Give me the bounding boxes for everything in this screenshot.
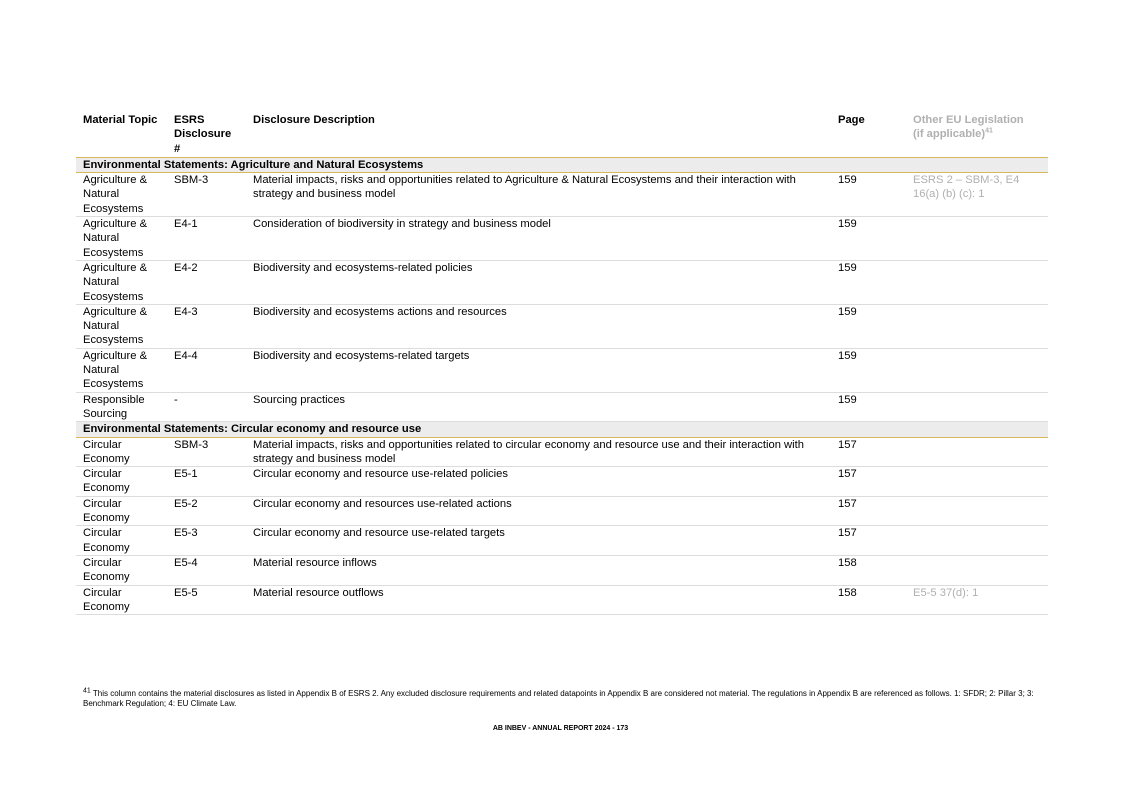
cell-esrs-code: E5-5: [167, 585, 246, 615]
cell-other-legislation: [906, 304, 1048, 348]
section-header-row: [76, 422, 1048, 437]
table-row: [76, 392, 1048, 422]
section-header-row: [76, 157, 1048, 172]
header-esrs-disclosure: ESRS Disclosure #: [167, 112, 246, 157]
cell-other-legislation: [906, 260, 1048, 304]
cell-description: Circular economy and resource use-related policies: [246, 467, 831, 497]
cell-esrs-code: E4-4: [167, 348, 246, 392]
cell-other-legislation: [906, 526, 1048, 556]
cell-esrs-code: SBM-3: [167, 437, 246, 467]
cell-esrs-code: E4-2: [167, 260, 246, 304]
cell-page: 158: [831, 555, 906, 585]
cell-material-topic: Circular Economy: [76, 585, 167, 615]
cell-description: Circular economy and resources use-related actions: [246, 496, 831, 526]
table-row: [76, 467, 1048, 497]
cell-description: Sourcing practices: [246, 392, 831, 422]
cell-material-topic: Circular Economy: [76, 437, 167, 467]
cell-esrs-code: E5-4: [167, 555, 246, 585]
table-row: [76, 304, 1048, 348]
disclosure-table: [76, 112, 1048, 615]
cell-page: 159: [831, 304, 906, 348]
cell-page: 157: [831, 467, 906, 497]
cell-description: Material impacts, risks and opportunities related to Agriculture & Natural Ecosystems and their interaction with strategy and business model: [246, 173, 831, 217]
cell-material-topic: Circular Economy: [76, 467, 167, 497]
table-row: [76, 173, 1048, 217]
cell-material-topic: Circular Economy: [76, 555, 167, 585]
cell-page: 159: [831, 392, 906, 422]
table-row: [76, 496, 1048, 526]
cell-other-legislation: [906, 392, 1048, 422]
cell-esrs-code: E5-2: [167, 496, 246, 526]
cell-page: 159: [831, 173, 906, 217]
footnote-ref: 41: [985, 127, 993, 135]
cell-material-topic: Agriculture & Natural Ecosystems: [76, 348, 167, 392]
cell-other-legislation: E5-5 37(d): 1: [906, 585, 1048, 615]
cell-esrs-code: E4-3: [167, 304, 246, 348]
cell-description: Biodiversity and ecosystems-related policies: [246, 260, 831, 304]
cell-esrs-code: -: [167, 392, 246, 422]
cell-other-legislation: [906, 467, 1048, 497]
footnote: [83, 689, 1043, 709]
section-title: Environmental Statements: Agriculture and Natural Ecosystems: [76, 157, 1048, 172]
cell-material-topic: Agriculture & Natural Ecosystems: [76, 260, 167, 304]
table-row: [76, 555, 1048, 585]
cell-material-topic: Agriculture & Natural Ecosystems: [76, 217, 167, 261]
cell-other-legislation: [906, 217, 1048, 261]
table-row: [76, 585, 1048, 615]
cell-other-legislation: [906, 437, 1048, 467]
section-title: Environmental Statements: Circular economy and resource use: [76, 422, 1048, 437]
header-disclosure-description: Disclosure Description: [246, 112, 831, 157]
header-material-topic: Material Topic: [76, 112, 167, 157]
cell-other-legislation: [906, 496, 1048, 526]
footnote-number: 41: [83, 687, 91, 695]
cell-material-topic: Circular Economy: [76, 526, 167, 556]
footnote-text: This column contains the material disclosures as listed in Appendix B of ESRS 2. Any excluded disclosure requirements and related datapoints in Appendix B are considered not material. The regulations in Appendix B are referenced as follows. 1: SFDR; 2: Pillar 3; 3: Benchmark Regulation; 4: EU Climate Law.: [83, 689, 1034, 708]
cell-esrs-code: E5-1: [167, 467, 246, 497]
cell-page: 159: [831, 217, 906, 261]
table-body: [76, 157, 1048, 614]
cell-material-topic: Circular Economy: [76, 496, 167, 526]
page-footer: AB INBEV - ANNUAL REPORT 2024 - 173: [492, 725, 629, 732]
cell-description: Material resource outflows: [246, 585, 831, 615]
cell-page: 157: [831, 496, 906, 526]
cell-other-legislation: [906, 348, 1048, 392]
cell-esrs-code: E4-1: [167, 217, 246, 261]
cell-page: 157: [831, 437, 906, 467]
cell-esrs-code: E5-3: [167, 526, 246, 556]
cell-description: Circular economy and resource use-related targets: [246, 526, 831, 556]
cell-esrs-code: SBM-3: [167, 173, 246, 217]
table-row: [76, 437, 1048, 467]
table-row: [76, 348, 1048, 392]
header-other-eu-legislation: Other EU Legislation (if applicable)$^{41}$: [906, 112, 1048, 157]
cell-description: Material resource inflows: [246, 555, 831, 585]
cell-material-topic: Agriculture & Natural Ecosystems: [76, 304, 167, 348]
cell-page: 157: [831, 526, 906, 556]
cell-description: Biodiversity and ecosystems actions and resources: [246, 304, 831, 348]
table-row: [76, 260, 1048, 304]
cell-description: Material impacts, risks and opportunities related to circular economy and resource use and their interaction with strategy and business model: [246, 437, 831, 467]
cell-material-topic: Agriculture & Natural Ecosystems: [76, 173, 167, 217]
cell-other-legislation: [906, 555, 1048, 585]
table-row: [76, 217, 1048, 261]
table-header-row: [76, 112, 1048, 157]
table-row: [76, 526, 1048, 556]
cell-description: Consideration of biodiversity in strategy and business model: [246, 217, 831, 261]
cell-page: 158: [831, 585, 906, 615]
header-page: Page: [831, 112, 906, 157]
cell-page: 159: [831, 348, 906, 392]
cell-page: 159: [831, 260, 906, 304]
cell-description: Biodiversity and ecosystems-related targets: [246, 348, 831, 392]
cell-material-topic: Responsible Sourcing: [76, 392, 167, 422]
cell-other-legislation: ESRS 2 – SBM-3, E4 16(a) (b) (c): 1: [906, 173, 1048, 217]
